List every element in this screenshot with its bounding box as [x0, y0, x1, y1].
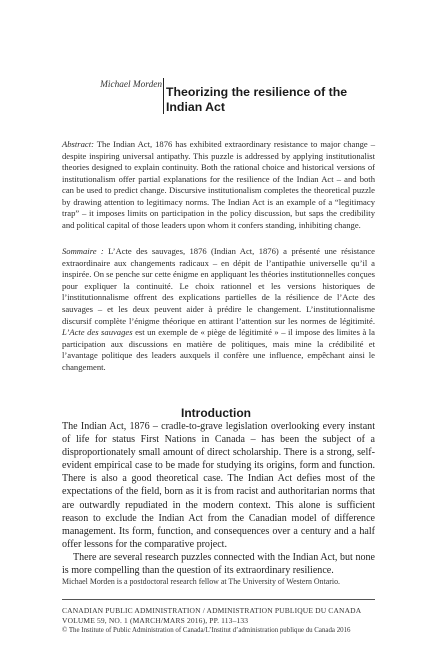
sommaire-label: Sommaire :: [62, 246, 104, 256]
abstract: [62, 139, 375, 231]
volume-info: VOLUME 59, NO. 1 (MARCH/MARS 2016), PP. 113–133: [62, 616, 249, 625]
abstract-label: Abstract:: [62, 139, 94, 149]
sommaire-text-after: est un exemple de « piège de légitimité » – il impose des limites à la participation aux discussions en matière de politiques, mais mine la crédibilité et l’avantage politique des leaders auxquels il confère une influence, empêchant ainsi le changement.: [62, 327, 375, 372]
author-footnote: Michael Morden is a postdoctoral research fellow at The University of Western Ontario.: [62, 577, 341, 586]
sommaire-text-before: L’Acte des sauvages, 1876 (Indian Act, 1876) a présenté une résistance extraordinaire aux changements radicaux – en dépit de l’antipathie universelle qu’il a inspirée. On se penche sur cette énigme en appliquant les théories institutionnelles conçues pour expliquer la continuité. Le choix rationnel et les versions historiques de l’institutionnalisme offrent des explications partielles de la résilience de l’Acte des sauvages – et les deux peuvent aider à prédire le changement. L’institutionnalisme discursif complète l’énigme théorique en attirant l’attention sur les normes de légitimité.: [62, 246, 375, 326]
body-paragraph: The Indian Act, 1876 – cradle-to-grave legislation overlooking every instant of life for status First Nations in Canada – has been the subject of a disproportionately small amount of direct scholarship. There is a strong, self-evident empirical case to be made for studying its origins, form and function. There is also a good theoretical case. The Indian Act defies most of the expectations of the field, born as it is from racist and authoritarian norms that are outwardly repudiated in the modern context. This alone is sufficient reason to exclude the Indian Act from the Canadian model of difference management. Its form, function, and consequences over a century and a half offer lessons for the comparative project.: [62, 421, 375, 550]
article-title: Theorizing the resilience of the Indian Act: [166, 85, 348, 114]
introduction-heading: Introduction: [181, 406, 251, 420]
author-name: Michael Morden: [100, 80, 162, 90]
footer-divider: [62, 599, 375, 600]
abstract-text: The Indian Act, 1876 has exhibited extraordinary resistance to major change – despite inspiring universal antipathy. This puzzle is addressed by applying institutionalist theories designed to explain continuity. Both the rational choice and historical versions of institutionalism offer partial explanations for the resilience of the Indian Act – and both can be used to predict change. Discursive institutionalism completes the theoretical puzzle by drawing attention to legitimacy norms. The Indian Act is an example of a “legitimacy trap” – it imposes limits on participation in the policy discussion, but saps the credibility and political capital of those leaders upon whom it confers standing, inhibiting change.: [62, 139, 375, 230]
sommaire-italic-phrase: L’Acte des sauvages: [62, 327, 133, 338]
copyright-notice: © The Institute of Public Administration of Canada/L’Institut d’administration publique du Canada 2016: [62, 627, 351, 634]
introduction-body: [62, 420, 375, 577]
sommaire: [62, 246, 375, 374]
body-paragraph: There are several research puzzles connected with the Indian Act, but none is more compelling than the question of its extraordinary resilience.: [62, 551, 375, 577]
journal-name: CANADIAN PUBLIC ADMINISTRATION / ADMINISTRATION PUBLIQUE DU CANADA: [62, 606, 362, 615]
title-divider: [163, 78, 164, 114]
